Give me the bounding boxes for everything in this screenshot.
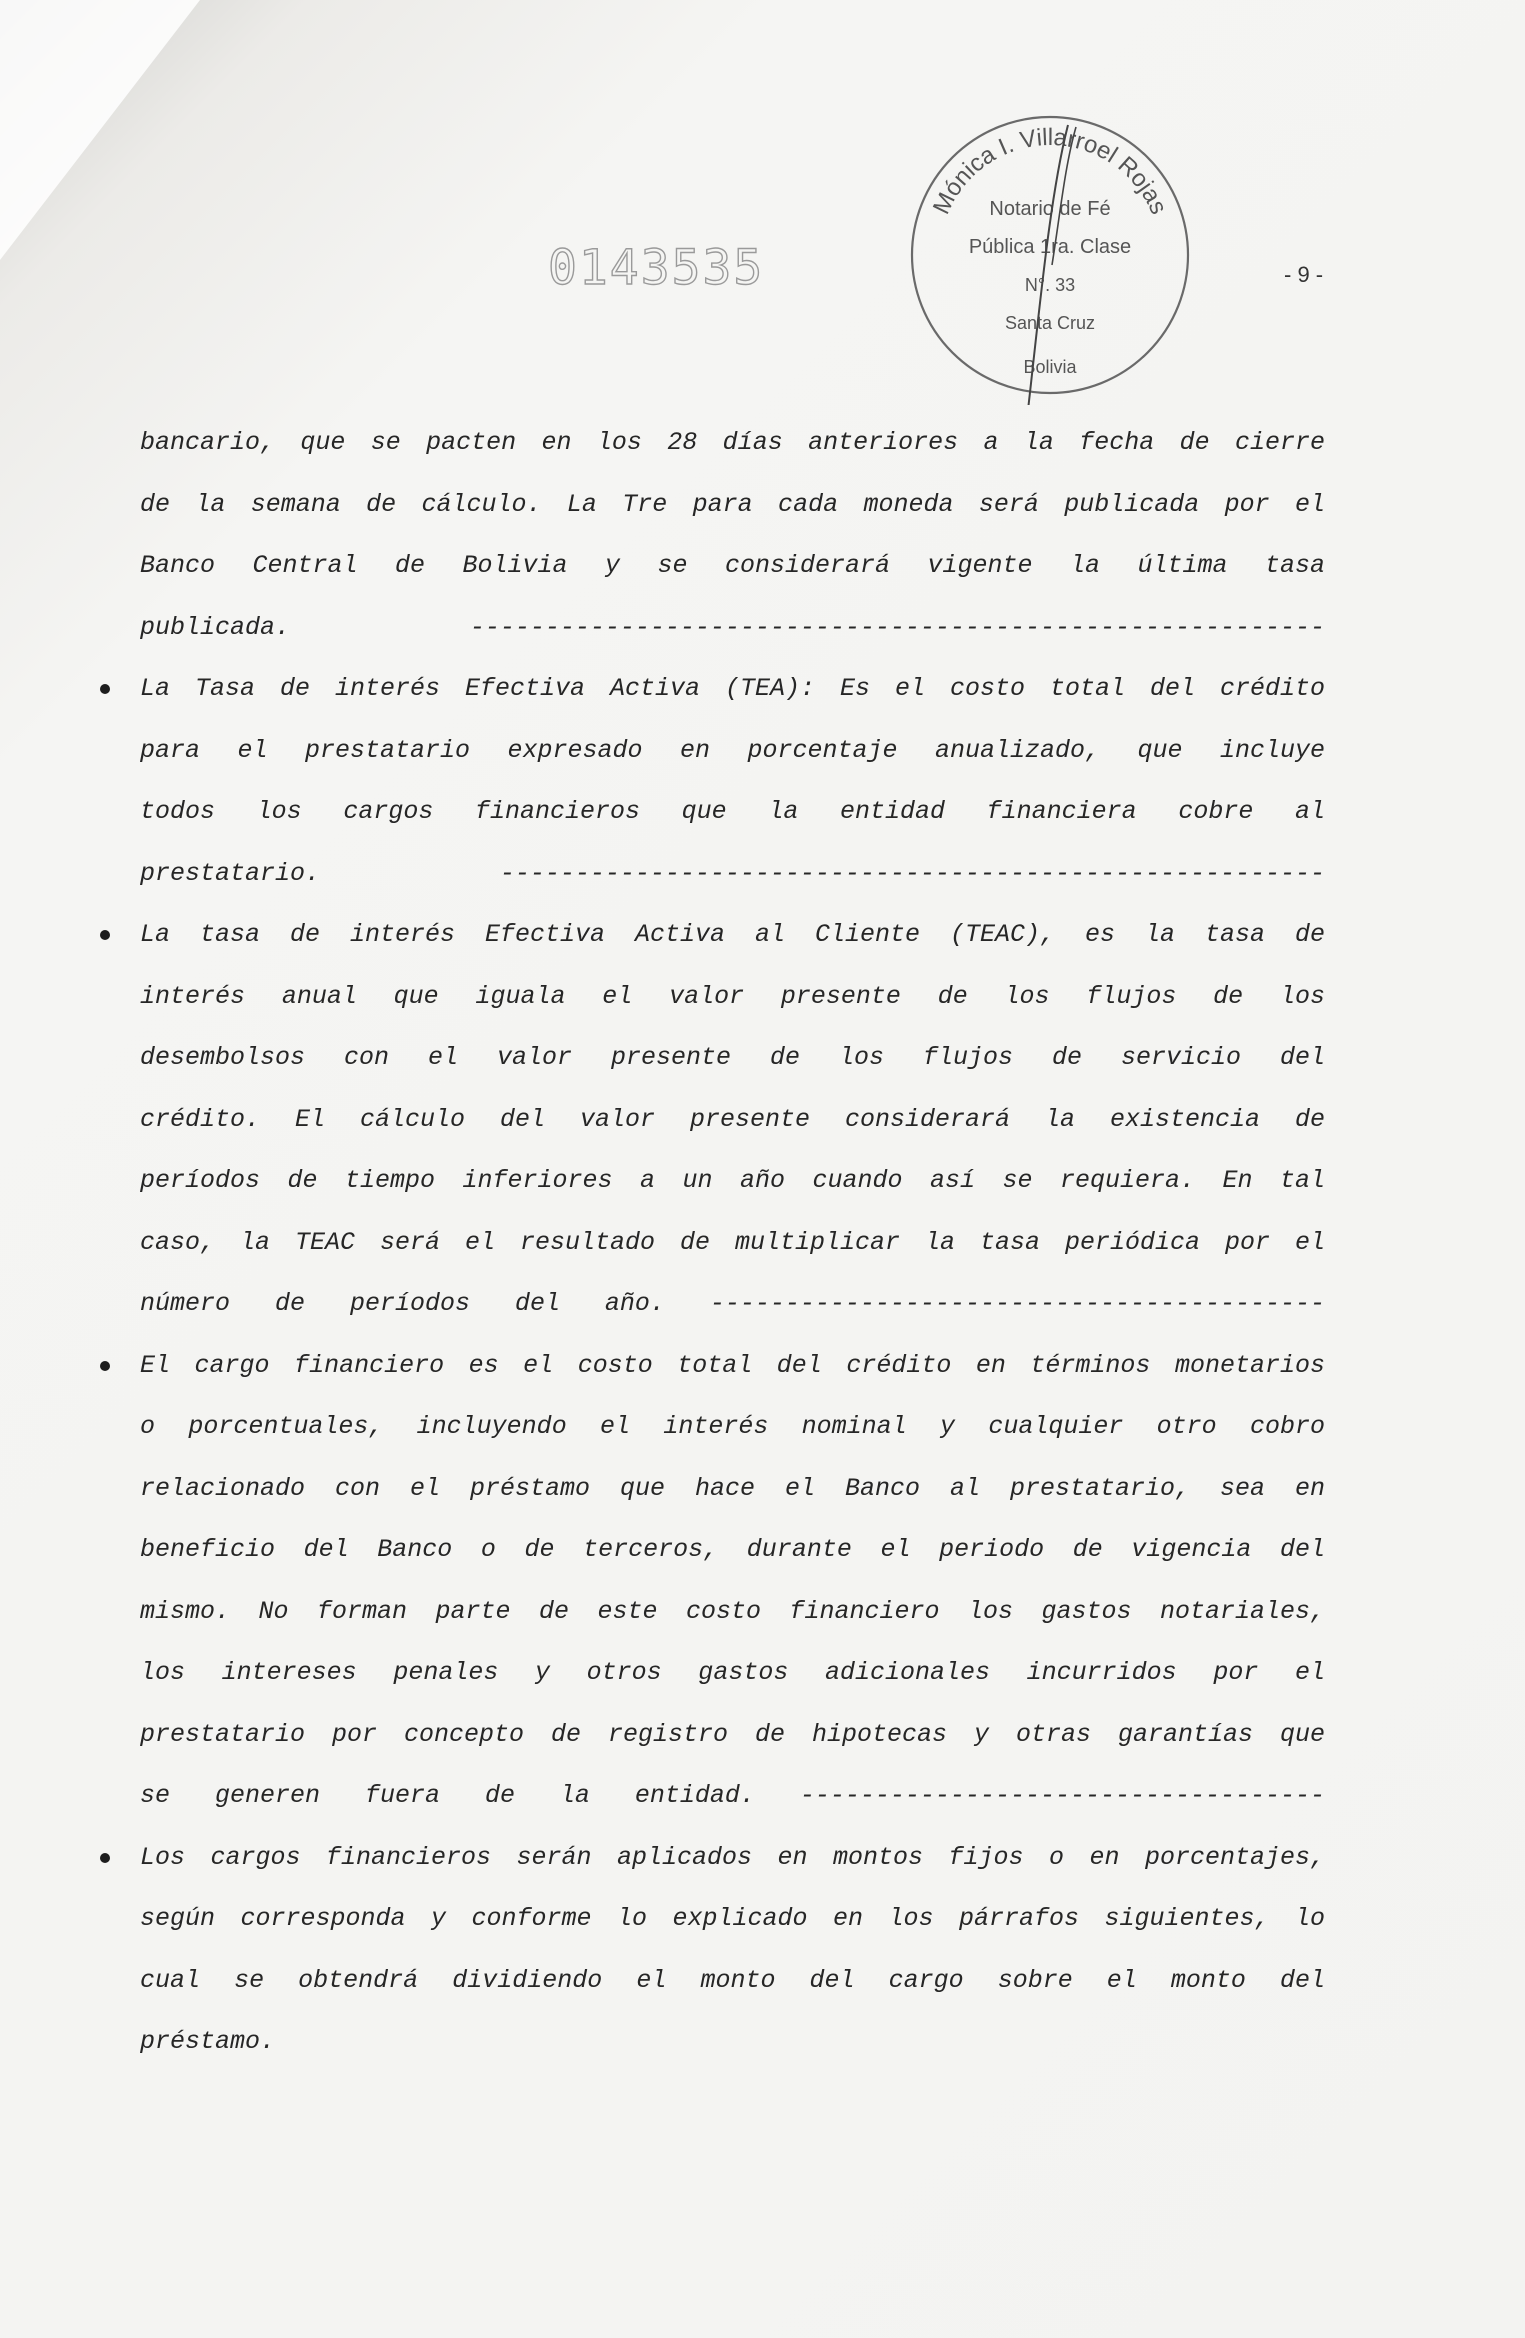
text-line: prestatario por concepto de registro de hipotecas y otras garantías que (140, 1719, 1325, 1749)
bullet-paragraph (140, 658, 1325, 904)
text-line: para el prestatario expresado en porcentaje anualizado, que incluye (140, 735, 1325, 765)
bullet-paragraph (140, 904, 1325, 1335)
page-number: - 9 - (1284, 262, 1324, 287)
seal-line-1: Notario de Fé (989, 198, 1111, 220)
text-line: según corresponda y conforme lo explicado en los párrafos siguientes, lo (140, 1904, 1325, 1933)
text-line: desembolsos con el valor presente de los flujos de servicio del (140, 1043, 1325, 1072)
text-line: El cargo financiero es el costo total del crédito en términos monetarios (140, 1350, 1325, 1380)
bullet-paragraph (140, 1335, 1325, 1827)
text-line: Banco Central de Bolivia y se considerará vigente la última tasa (140, 551, 1325, 580)
bullet-dot-icon (100, 930, 110, 940)
folded-corner (0, 0, 200, 260)
text-line: o porcentuales, incluyendo el interés nominal y cualquier otro cobro (140, 1412, 1325, 1441)
text-line: se generen fuera de la entidad. ----------------------------------- (140, 1781, 1325, 1810)
text-line: Los cargos financieros serán aplicados en montos fijos o en porcentajes, (140, 1842, 1325, 1872)
serial-number: 0143535 (548, 240, 765, 296)
text-line: relacionado con el préstamo que hace el Banco al prestatario, sea en (140, 1473, 1325, 1503)
bullet-dot-icon (100, 684, 110, 694)
document-body (140, 412, 1325, 2073)
bullet-dot-icon (100, 1361, 110, 1371)
text-line: interés anual que iguala el valor presente de los flujos de los (140, 981, 1325, 1011)
text-line: los intereses penales y otros gastos adicionales incurridos por el (140, 1658, 1325, 1687)
text-line: todos los cargos financieros que la entidad financiera cobre al (140, 797, 1325, 826)
bullet-dot-icon (100, 1853, 110, 1863)
text-line: caso, la TEAC será el resultado de multiplicar la tasa periódica por el (140, 1227, 1325, 1257)
text-line: prestatario. ------------------------------------------------------- (140, 858, 1325, 888)
text-line: publicada. --------------------------------------------------------- (140, 612, 1325, 642)
seal-line-3: N°. 33 (1024, 275, 1076, 295)
notary-seal (900, 105, 1200, 405)
seal-line-2: Pública 1ra. Clase (968, 236, 1132, 258)
text-line: crédito. El cálculo del valor presente considerará la existencia de (140, 1104, 1325, 1134)
text-line: de la semana de cálculo. La Tre para cada moneda será publicada por el (140, 489, 1325, 519)
bullet-paragraph (140, 1827, 1325, 2073)
text-line: La tasa de interés Efectiva Activa al Cliente (TEAC), es la tasa de (140, 920, 1325, 949)
paragraph (140, 412, 1325, 658)
text-line: La Tasa de interés Efectiva Activa (TEA): Es el costo total del crédito (140, 674, 1325, 703)
seal-line-4: Santa Cruz (1004, 313, 1096, 333)
text-line: préstamo. (140, 2027, 276, 2056)
seal-line-5: Bolivia (1023, 357, 1077, 377)
text-line: número de períodos del año. ----------------------------------------- (140, 1289, 1325, 1318)
text-line: mismo. No forman parte de este costo financiero los gastos notariales, (140, 1596, 1325, 1626)
text-line: cual se obtendrá dividiendo el monto del cargo sobre el monto del (140, 1965, 1325, 1995)
text-line: beneficio del Banco o de terceros, durante el periodo de vigencia del (140, 1535, 1325, 1564)
text-line: períodos de tiempo inferiores a un año cuando así se requiera. En tal (140, 1166, 1325, 1195)
seal-ring-text: Mónica I. Villarroel Rojas (927, 123, 1173, 219)
text-line: bancario, que se pacten en los 28 días anteriores a la fecha de cierre (140, 428, 1325, 457)
